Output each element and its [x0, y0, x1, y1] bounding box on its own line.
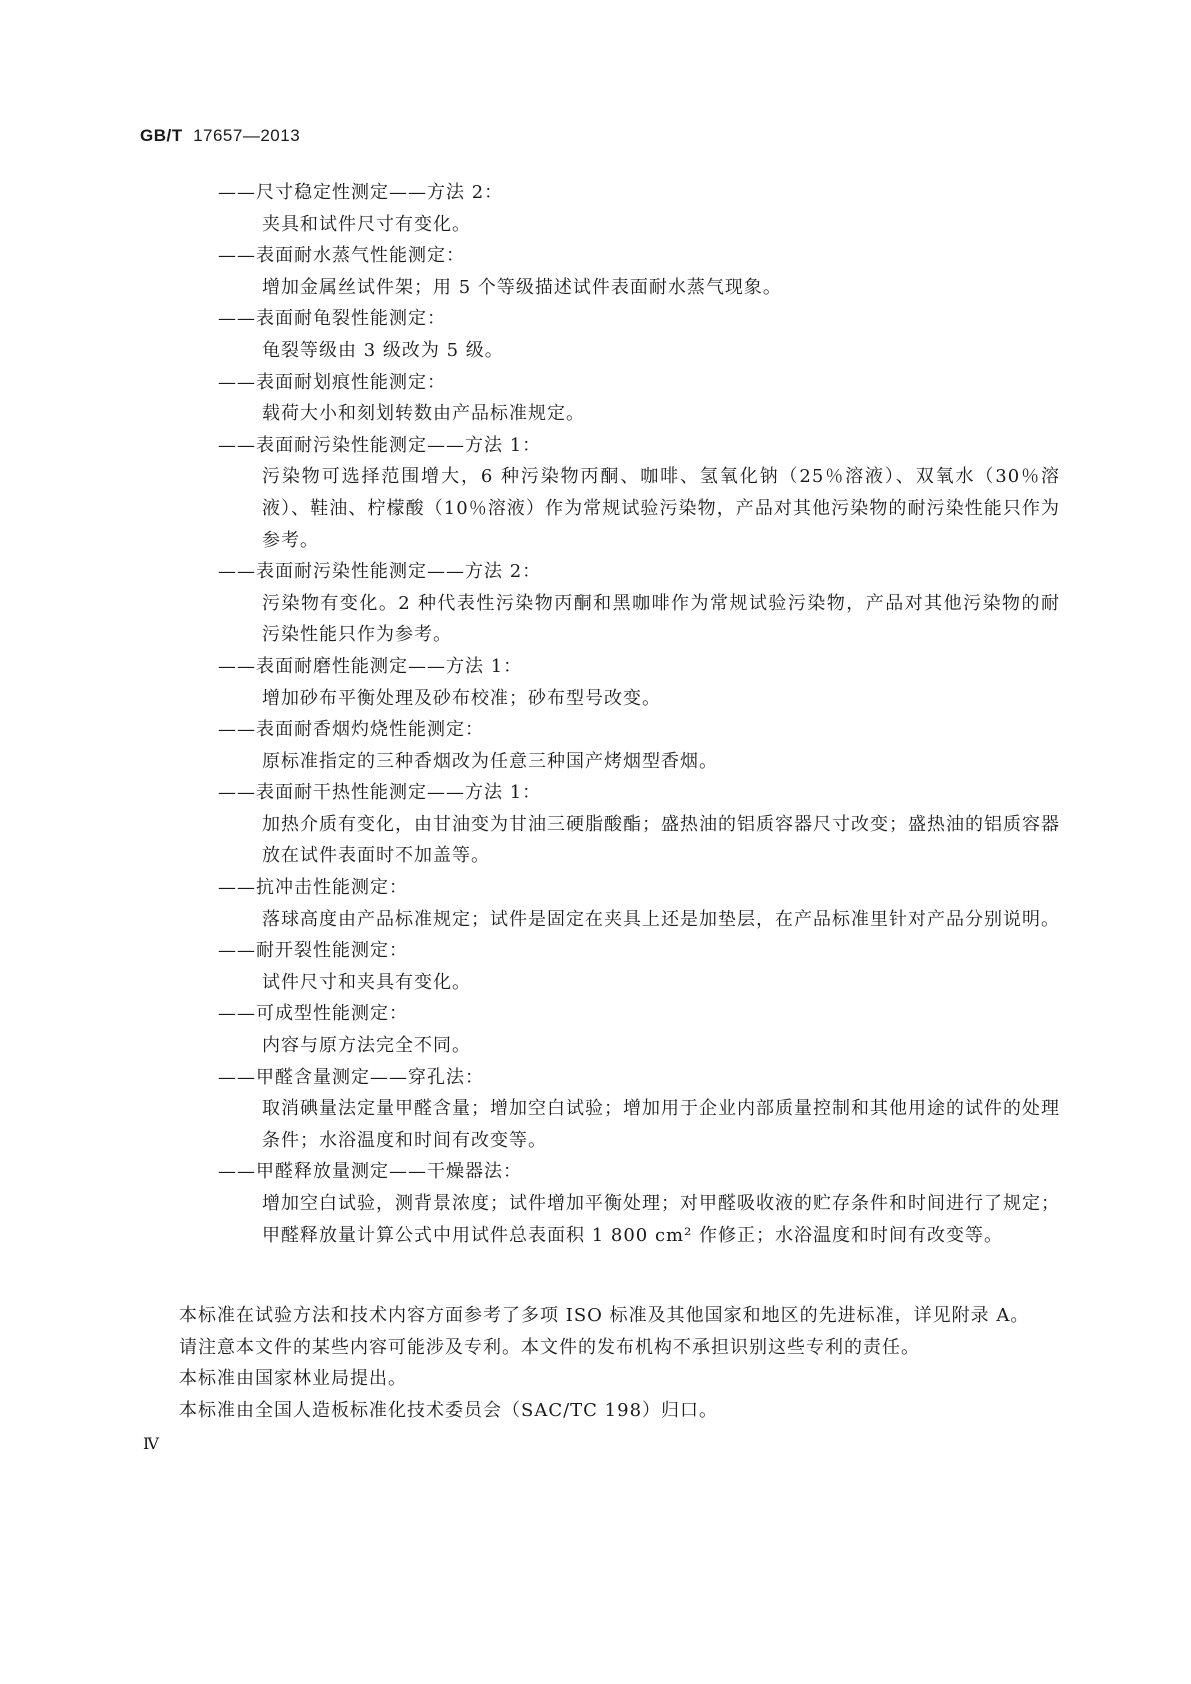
- change-item: [218, 367, 1060, 430]
- change-description: 增加砂布平衡处理及砂布校准；砂布型号改变。: [262, 687, 661, 709]
- closing-statements: [143, 1300, 1060, 1426]
- change-item: [218, 303, 1060, 366]
- change-title: ——抗冲击性能测定：: [218, 877, 408, 899]
- change-item: [218, 777, 1060, 872]
- change-description: 污染物有变化。2 种代表性污染物丙酮和黑咖啡作为常规试验污染物，产品对其他污染物的耐污染性能只作为参考。: [262, 592, 1060, 646]
- standard-code: 17657—2013: [193, 126, 301, 145]
- change-title: ——表面耐划痕性能测定：: [218, 371, 446, 393]
- change-item: [218, 651, 1060, 714]
- change-title: ——可成型性能测定：: [218, 1003, 408, 1025]
- change-title: ——表面耐污染性能测定——方法 1：: [218, 434, 542, 456]
- change-description: 内容与原方法完全不同。: [262, 1035, 471, 1057]
- change-title: ——表面耐磨性能测定——方法 1：: [218, 655, 523, 677]
- standard-prefix: GB/T: [140, 126, 183, 145]
- change-description: 载荷大小和刻划转数由产品标准规定。: [262, 403, 585, 425]
- change-description: 夹具和试件尺寸有变化。: [262, 213, 471, 235]
- change-item: [218, 935, 1060, 998]
- change-title: ——表面耐干热性能测定——方法 1：: [218, 782, 542, 804]
- change-description: 落球高度由产品标准规定；试件是固定在夹具上还是加垫层，在产品标准里针对产品分别说明。: [262, 908, 1060, 930]
- change-title: ——表面耐龟裂性能测定：: [218, 308, 446, 330]
- change-title: ——耐开裂性能测定：: [218, 940, 408, 962]
- change-description: 增加金属丝试件架；用 5 个等级描述试件表面耐水蒸气现象。: [262, 276, 782, 298]
- change-item: [218, 714, 1060, 777]
- change-item: [218, 872, 1060, 935]
- change-item: [218, 998, 1060, 1061]
- patent-notice: 请注意本文件的某些内容可能涉及专利。本文件的发布机构不承担识别这些专利的责任。: [179, 1336, 920, 1358]
- change-item: [218, 556, 1060, 651]
- change-item: [218, 430, 1060, 556]
- change-title: ——表面耐污染性能测定——方法 2：: [218, 561, 542, 583]
- change-item: [218, 1156, 1060, 1251]
- change-item: [218, 1062, 1060, 1157]
- change-title: ——甲醛释放量测定——干燥器法：: [218, 1161, 522, 1183]
- changes-list: [218, 177, 1060, 1251]
- change-description: 污染物可选择范围增大，6 种污染物丙酮、咖啡、氢氧化钠（25％溶液）、双氧水（30％溶液）、鞋油、柠檬酸（10％溶液）作为常规试验污染物，产品对其他污染物的耐污染性能只作为参考。: [262, 466, 1060, 551]
- reference-statement: 本标准在试验方法和技术内容方面参考了多项 ISO 标准及其他国家和地区的先进标准，详见附录 A。: [179, 1305, 1030, 1326]
- change-description: 原标准指定的三种香烟改为任意三种国产烤烟型香烟。: [262, 750, 718, 772]
- change-title: ——尺寸稳定性测定——方法 2：: [218, 182, 504, 203]
- change-description: 加热介质有变化，由甘油变为甘油三硬脂酸酯；盛热油的铝质容器尺寸改变；盛热油的铝质容器放在试件表面时不加盖等。: [262, 813, 1060, 867]
- proposer-statement: 本标准由国家林业局提出。: [179, 1368, 407, 1390]
- change-item: [218, 177, 1060, 240]
- change-item: [218, 240, 1060, 303]
- change-description: 增加空白试验，测背景浓度；试件增加平衡处理；对甲醛吸收液的贮存条件和时间进行了规定；甲醛释放量计算公式中用试件总表面积 1 800 cm² 作修正；水浴温度和时间有改变等。: [262, 1193, 1060, 1246]
- change-description: 试件尺寸和夹具有变化。: [262, 971, 471, 993]
- change-description: 取消碘量法定量甲醛含量；增加空白试验；增加用于企业内部质量控制和其他用途的试件的处理条件；水浴温度和时间有改变等。: [262, 1098, 1060, 1151]
- change-description: 龟裂等级由 3 级改为 5 级。: [262, 339, 504, 361]
- change-title: ——表面耐水蒸气性能测定：: [218, 245, 465, 267]
- standard-number-header: [140, 126, 300, 146]
- page-number: Ⅳ: [143, 1434, 159, 1453]
- change-title: ——表面耐香烟灼烧性能测定：: [218, 719, 484, 741]
- committee-statement: 本标准由全国人造板标准化技术委员会（SAC/TC 198）归口。: [179, 1399, 719, 1421]
- change-title: ——甲醛含量测定——穿孔法：: [218, 1066, 484, 1088]
